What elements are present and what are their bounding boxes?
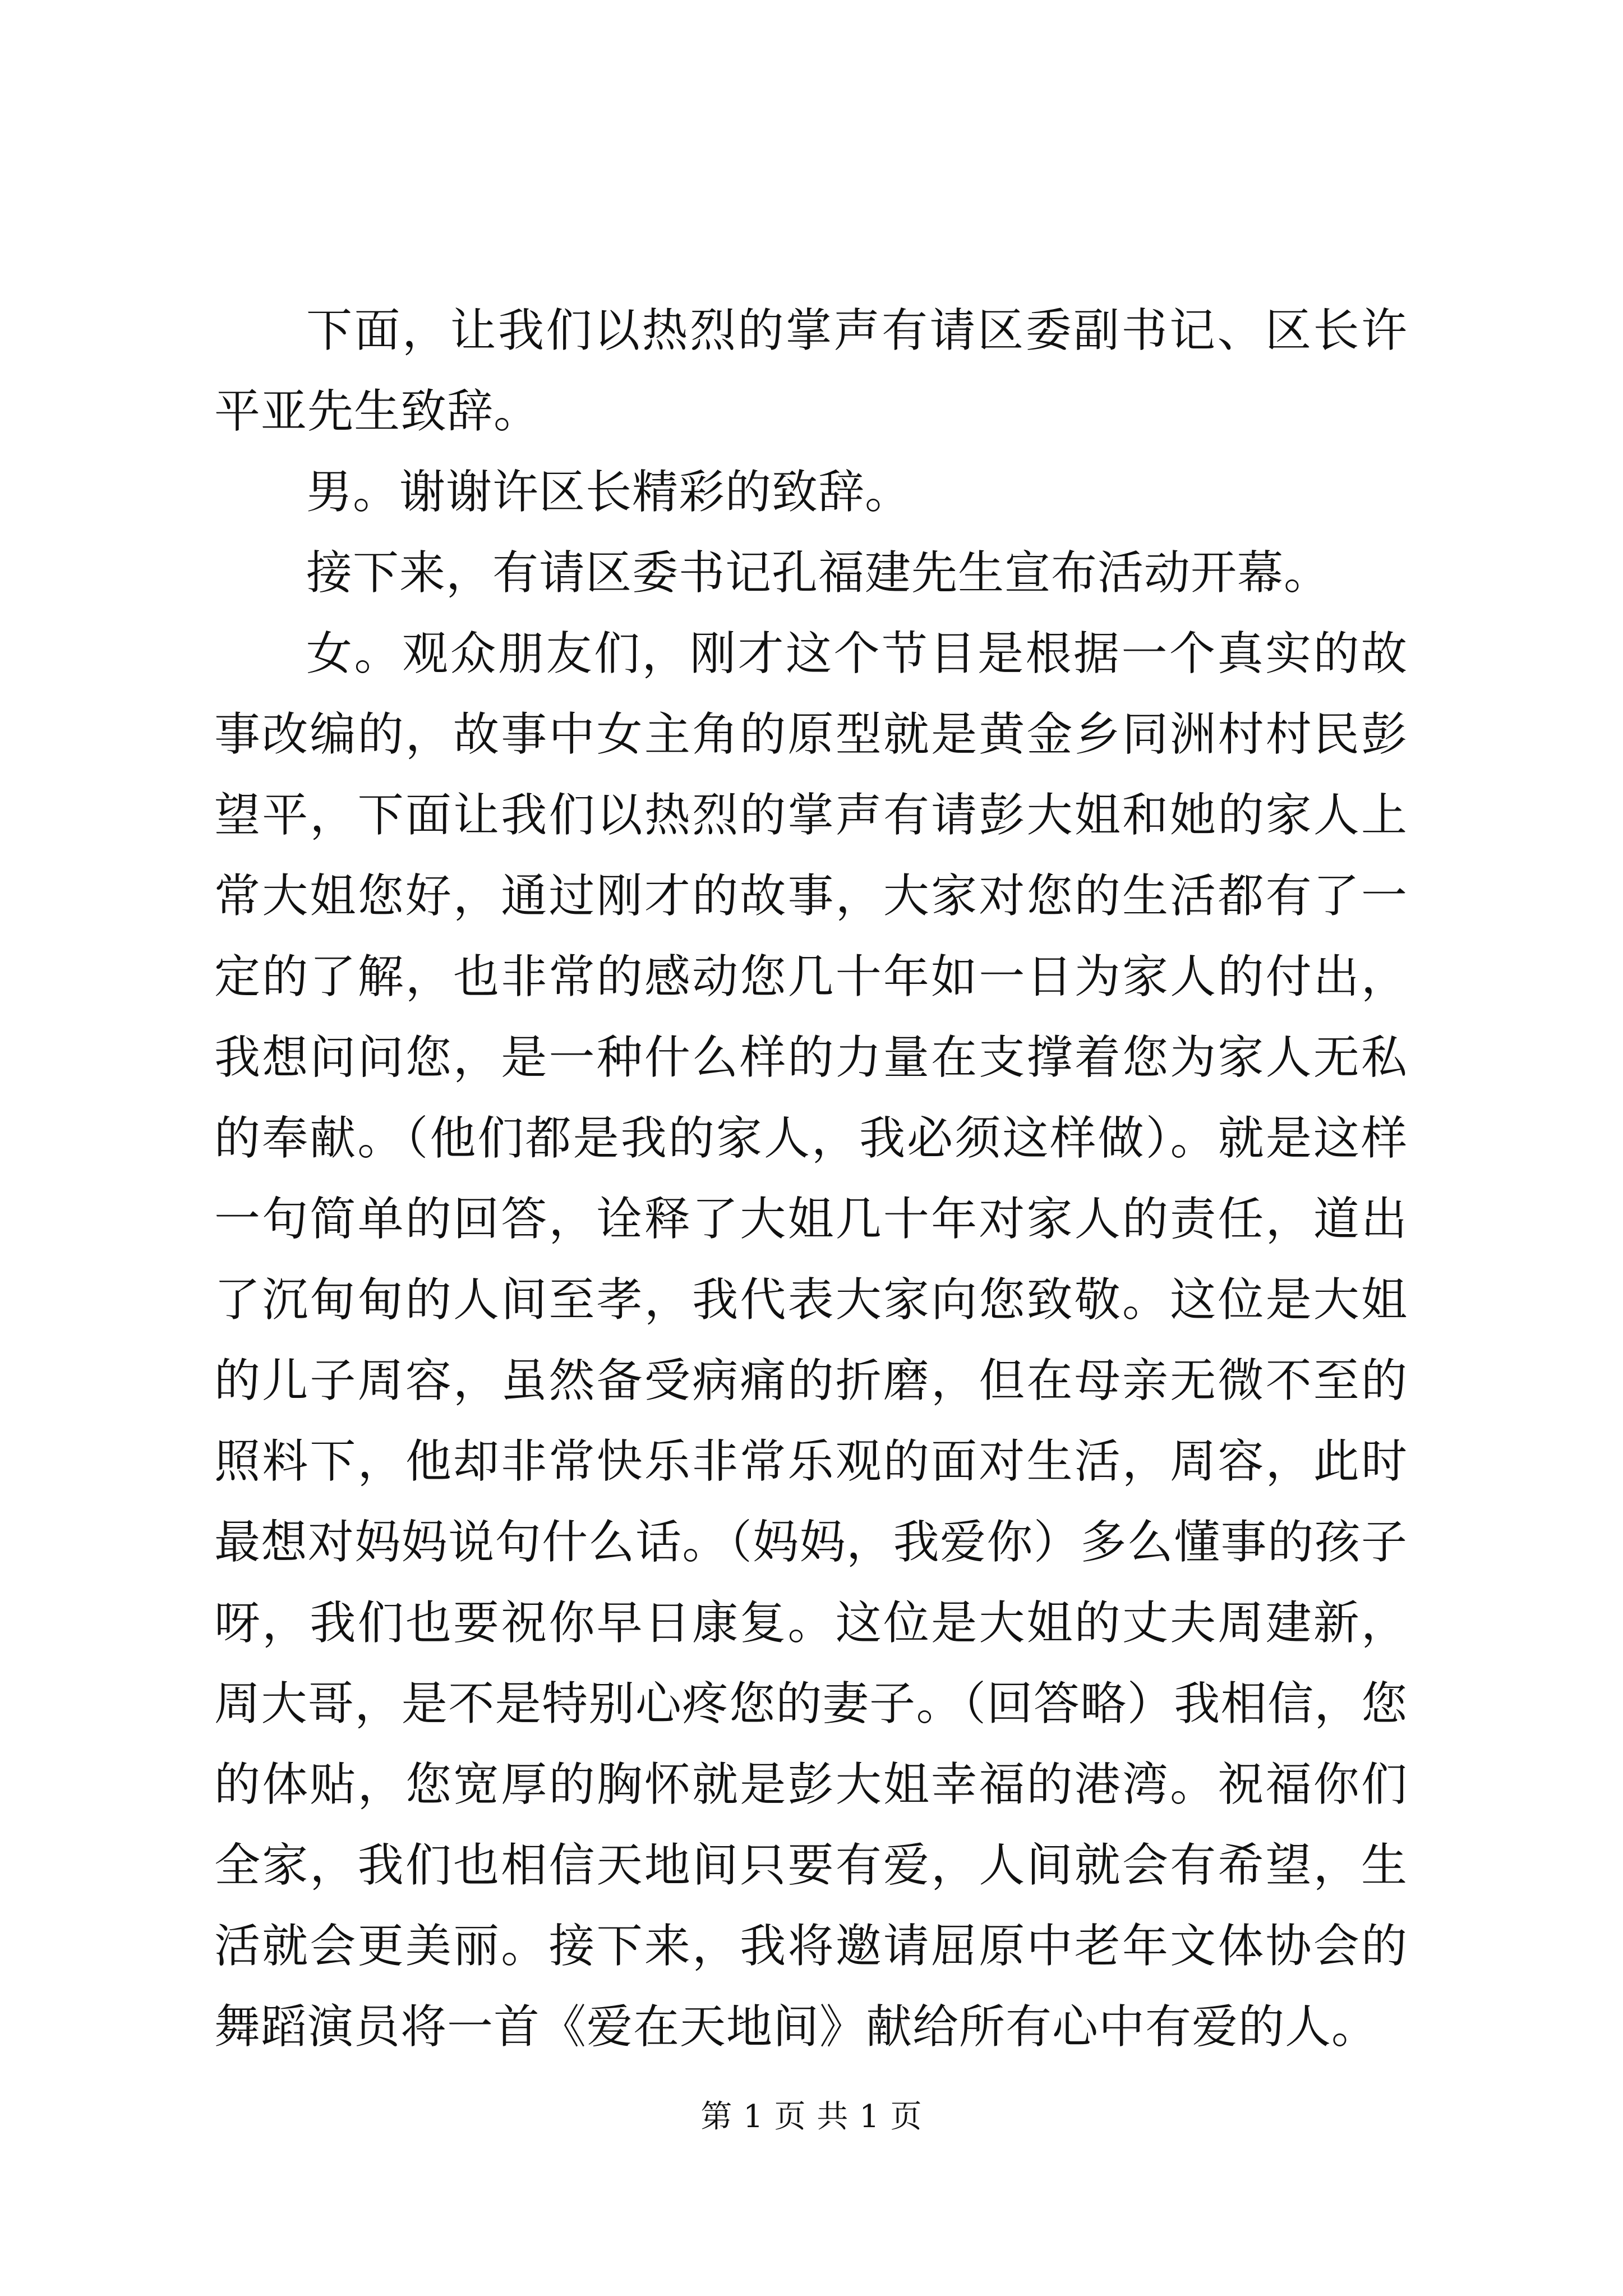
document-body (214, 291, 1408, 2068)
paragraph-1: 下面，让我们以热烈的掌声有请区委副书记、区长许平亚先生致辞。 (214, 304, 1408, 438)
page-footer (0, 2095, 1623, 2139)
paragraph-3: 接下来，有请区委书记孔福建先生宣布活动开幕。 (306, 546, 1331, 600)
paragraph-4: 女。观众朋友们，刚才这个节目是根据一个真实的故事改编的，故事中女主角的原型就是黄金乡同洲村村民彭望平，下面让我们以热烈的掌声有请彭大姐和她的家人上常大姐您好，通过刚才的故事，大家对您的生活都有了一定的了解，也非常的感动您几十年如一日为家人的付出，我想问问您，是一种什么样的力量在支撑着您为家人无私的奉献。（他们都是我的家人，我必须这样做）。就是这样一句简单的回答，诠释了大姐几十年对家人的责任，道出了沉甸甸的人间至孝，我代表大家向您致敬。这位是大姐的儿子周容，虽然备受病痛的折磨，但在母亲无微不至的照料下，他却非常快乐非常乐观的面对生活，周容，此时最想对妈妈说句什么话。（妈妈，我爱你）多么懂事的孩子呀，我们也要祝你早日康复。这位是大姐的丈夫周建新，周大哥，是不是特别心疼您的妻子。（回答略）我相信，您的体贴，您宽厚的胸怀就是彭大姐幸福的港湾。祝福你们全家，我们也相信天地间只要有爱，人间就会有希望，生活就会更美丽。接下来，我将邀请屈原中老年文体协会的舞蹈演员将一首《爱在天地间》献给所有心中有爱的人。 (214, 627, 1408, 2054)
paragraph-2: 男。谢谢许区长精彩的致辞。 (306, 466, 912, 519)
page-number-label: 第 1 页 共 1 页 (700, 2099, 923, 2135)
